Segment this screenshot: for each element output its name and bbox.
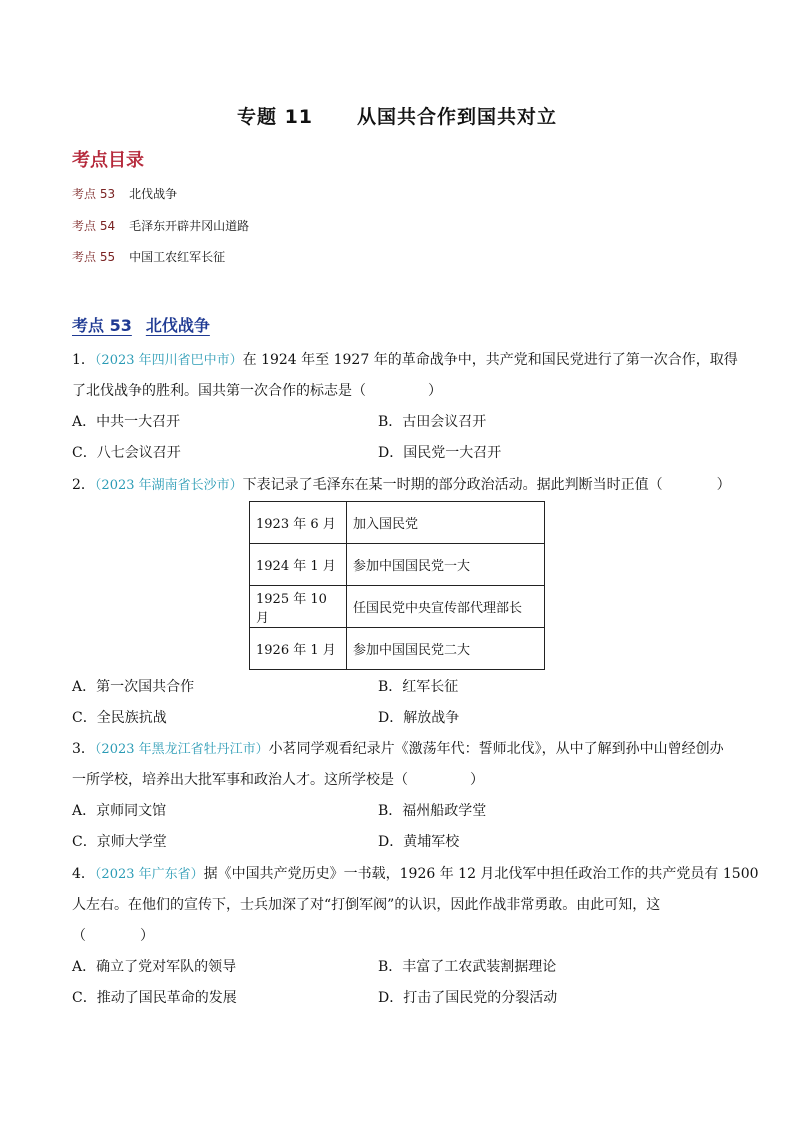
question-3-option-d: D．黄埔军校 <box>378 834 460 850</box>
question-number: 3． <box>72 741 95 757</box>
question-source: （2023 年黑龙江省牡丹江市） <box>94 742 269 757</box>
question-4-option-c: C．推动了国民革命的发展 <box>72 990 237 1006</box>
title-topic: 专题 11 <box>236 106 314 128</box>
question-3-option-b: B．福州船政学堂 <box>378 803 487 819</box>
question-text: 小茗同学观看纪录片《激荡年代：誓师北伐》，从中了解到孙中山曾经创办 <box>268 741 724 757</box>
question-number: 2． <box>72 477 95 493</box>
question-1-line-2 <box>72 381 722 401</box>
question-2-option-b: B．红军长征 <box>378 679 459 695</box>
question-text: ） <box>428 383 442 399</box>
table-cell-date: 1926 年 1 月 <box>250 628 347 670</box>
question-source: （2023 年湖南省长沙市） <box>94 478 243 493</box>
table-cell-date: 1923 年 6 月 <box>250 502 347 544</box>
question-4-line-2 <box>72 895 722 915</box>
question-text: 据《中国共产党历史》一书载，1926 年 12 月北伐军中担任政治工作的共产党员有 1500 <box>203 866 759 882</box>
question-3-option-a: A．京师同文馆 <box>72 803 167 819</box>
question-text: （ <box>72 928 86 944</box>
question-text: 一所学校，培养出大批军事和政治人才。这所学校是（ <box>72 772 408 788</box>
question-1-option-b: B．古田会议召开 <box>378 414 487 430</box>
question-2-table <box>249 501 545 670</box>
toc-item-54[interactable] <box>72 217 249 234</box>
table-row <box>250 586 545 628</box>
question-source: （2023 年四川省巴中市） <box>94 353 243 368</box>
table-cell-date: 1924 年 1 月 <box>250 544 347 586</box>
toc-heading: 考点目录 <box>72 150 144 171</box>
table-cell-event: 参加中国国民党二大 <box>347 628 545 670</box>
toc-item-label: 中国工农红军长征 <box>129 250 226 264</box>
question-2-option-d: D．解放战争 <box>378 710 460 726</box>
question-text: ） <box>716 477 731 493</box>
question-1-option-a: A．中共一大召开 <box>72 414 181 430</box>
question-4-line-3 <box>72 926 722 946</box>
question-source: （2023 年广东省） <box>94 867 204 882</box>
toc-item-number: 考点 55 <box>72 250 116 264</box>
table-cell-event: 任国民党中央宣传部代理部长 <box>347 586 545 628</box>
question-1-option-c: C．八七会议召开 <box>72 445 181 461</box>
question-number: 4． <box>72 866 95 882</box>
toc-item-53[interactable] <box>72 185 177 202</box>
question-3-line-1 <box>72 739 722 760</box>
question-text: ） <box>470 772 484 788</box>
toc-item-label: 北伐战争 <box>129 187 178 201</box>
page-title <box>0 102 794 129</box>
question-2-option-a: A．第一次国共合作 <box>72 679 195 695</box>
question-2-option-c: C．全民族抗战 <box>72 710 167 726</box>
question-number: 1． <box>72 352 95 368</box>
table-row <box>250 628 545 670</box>
question-4-option-b: B．丰富了工农武装割据理论 <box>378 959 557 975</box>
question-4-line-1 <box>72 864 759 885</box>
table-cell-event: 参加中国国民党一大 <box>347 544 545 586</box>
title-name: 从国共合作到国共对立 <box>357 106 558 128</box>
question-text: ） <box>140 928 154 944</box>
question-3-option-c: C．京师大学堂 <box>72 834 167 850</box>
question-1-line-1 <box>72 350 738 371</box>
question-1-option-d: D．国民党一大召开 <box>378 445 502 461</box>
question-text: 在 1924 年至 1927 年的革命战争中，共产党和国民党进行了第一次合作，取得 <box>242 352 738 368</box>
question-4-option-a: A．确立了党对军队的领导 <box>72 959 237 975</box>
table-row <box>250 502 545 544</box>
table-cell-date: 1925 年 10 月 <box>250 586 347 628</box>
toc-item-number: 考点 53 <box>72 187 116 201</box>
section-label: 北伐战争 <box>145 316 210 335</box>
question-3-line-2 <box>72 770 722 790</box>
question-text: 下表记录了毛泽东在某一时期的部分政治活动。据此判断当时正值（ <box>242 477 663 493</box>
table-cell-event: 加入国民党 <box>347 502 545 544</box>
question-2-line-1 <box>72 475 731 496</box>
section-heading <box>72 313 210 336</box>
toc-item-label: 毛泽东开辟井冈山道路 <box>129 219 250 233</box>
toc-item-55[interactable] <box>72 248 225 265</box>
toc-item-number: 考点 54 <box>72 219 116 233</box>
question-4-option-d: D．打击了国民党的分裂活动 <box>378 990 558 1006</box>
question-text: 人左右。在他们的宣传下，士兵加深了对“打倒军阀”的认识，因此作战非常勇敢。由此可知，这 <box>72 897 661 913</box>
section-number: 考点 53 <box>72 316 132 335</box>
table-row <box>250 544 545 586</box>
question-text: 了北伐战争的胜利。国共第一次合作的标志是（ <box>72 383 366 399</box>
